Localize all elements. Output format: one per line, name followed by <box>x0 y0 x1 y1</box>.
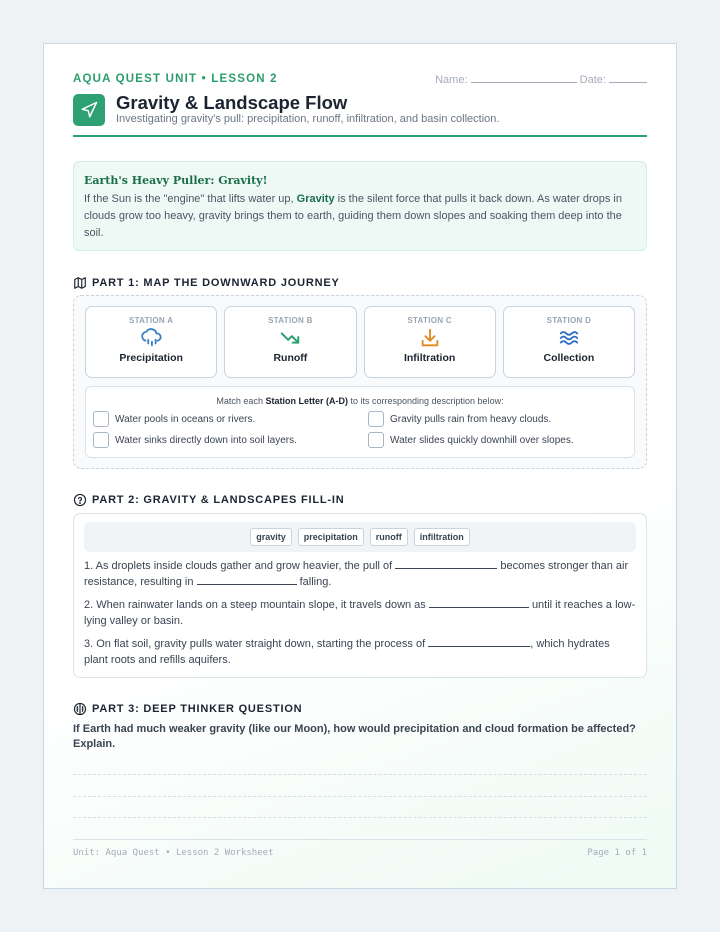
answer-box[interactable] <box>368 432 384 448</box>
match-item-text: Gravity pulls rain from heavy clouds. <box>390 413 552 425</box>
date-blank[interactable] <box>609 73 647 83</box>
station-d-card <box>503 306 635 378</box>
footer-divider <box>73 839 647 840</box>
navigation-arrow-icon <box>73 94 105 126</box>
match-item <box>368 411 551 427</box>
intro-text-after: is the silent force that pulls it back down. As water drops in clouds grow too heavy, gravity brings them to earth, guiding them down slopes and soaking them deep into the soil. <box>84 193 622 239</box>
trending-down-icon <box>225 327 355 349</box>
station-row <box>85 306 635 378</box>
header-divider <box>73 135 647 137</box>
page-subtitle: Investigating gravity's pull: precipitation, runoff, infiltration, and basin collection. <box>116 113 500 125</box>
download-icon <box>365 327 495 349</box>
matching-panel <box>85 386 635 458</box>
word-chip: infiltration <box>414 528 470 546</box>
question-1 <box>84 558 636 590</box>
fill-blank[interactable] <box>395 558 497 569</box>
question-2 <box>84 597 636 629</box>
matching-instruction <box>86 396 634 406</box>
q1-part-c: falling. <box>299 576 332 588</box>
match-item <box>368 432 574 448</box>
part3-heading <box>73 702 302 716</box>
cloud-rain-icon <box>86 327 216 349</box>
match-item-text: Water slides quickly downhill over slopes. <box>390 434 574 446</box>
match-item <box>93 432 297 448</box>
footer-page-number: Page 1 of 1 <box>587 848 647 858</box>
fill-blank[interactable] <box>429 597 529 608</box>
part1-heading <box>73 276 340 290</box>
station-b-card <box>224 306 356 378</box>
instruction-after: to its corresponding description below: <box>350 396 504 406</box>
station-a-name: Precipitation <box>119 352 183 364</box>
answer-box[interactable] <box>93 411 109 427</box>
part3-question: If Earth had much weaker gravity (like our Moon), how would precipitation and cloud formation be affected? Explain. <box>73 723 636 750</box>
word-bank <box>84 522 636 552</box>
writing-line[interactable] <box>73 774 647 775</box>
part1-heading-text: PART 1: MAP THE DOWNWARD JOURNEY <box>92 277 340 289</box>
intro-text <box>84 191 636 242</box>
fill-blank[interactable] <box>197 574 297 585</box>
station-c-card <box>364 306 496 378</box>
answer-box[interactable] <box>93 432 109 448</box>
worksheet-page <box>43 43 677 889</box>
word-chip: runoff <box>370 528 408 546</box>
part2-panel <box>73 513 647 678</box>
station-d-name: Collection <box>543 352 595 364</box>
station-a-card <box>85 306 217 378</box>
station-b-letter: STATION B <box>268 316 313 325</box>
unit-lesson-label: AQUA QUEST UNIT • LESSON 2 <box>73 73 278 85</box>
station-c-letter: STATION C <box>407 316 452 325</box>
q1-part-a: 1. As droplets inside clouds gather and grow heavier, the pull of <box>84 560 393 572</box>
q2-part-a: 2. When rainwater lands on a steep mountain slope, it travels down as <box>84 599 426 611</box>
name-date-fields <box>435 73 647 86</box>
part3-heading-text: PART 3: DEEP THINKER QUESTION <box>92 703 303 715</box>
map-icon <box>73 276 87 290</box>
q1-part-b: becomes stronger than air resistance, resulting in <box>84 560 629 588</box>
station-a-letter: STATION A <box>128 316 174 325</box>
waves-icon <box>504 327 634 349</box>
name-blank[interactable] <box>471 73 577 83</box>
part2-heading-text: PART 2: GRAVITY & LANDSCAPES FILL-IN <box>92 494 345 506</box>
match-item-text: Water pools in oceans or rivers. <box>115 413 256 425</box>
brain-icon <box>73 702 87 716</box>
date-label: Date: <box>579 74 606 86</box>
station-d-letter: STATION D <box>546 316 592 325</box>
instruction-before: Match each <box>216 396 263 406</box>
part1-panel <box>73 295 647 469</box>
word-chip: gravity <box>250 528 292 546</box>
q3-part-b: , which hydrates plant roots and refills aquifers. <box>84 638 610 666</box>
intro-keyword: Gravity <box>296 193 335 205</box>
part2-heading <box>73 493 344 507</box>
intro-title: Earth's Heavy Puller: Gravity! <box>84 174 268 187</box>
help-circle-icon <box>73 493 87 507</box>
station-c-name: Infiltration <box>403 352 456 364</box>
footer-left: Unit: Aqua Quest • Lesson 2 Worksheet <box>73 848 274 858</box>
instruction-bold: Station Letter (A-D) <box>265 396 348 406</box>
match-item-text: Water sinks directly down into soil layers. <box>115 434 297 446</box>
writing-line[interactable] <box>73 796 647 797</box>
word-chip: precipitation <box>298 528 364 546</box>
intro-text-before: If the Sun is the "engine" that lifts water up, <box>84 193 294 205</box>
answer-box[interactable] <box>368 411 384 427</box>
name-label: Name: <box>435 74 468 86</box>
question-3 <box>84 636 636 668</box>
writing-line[interactable] <box>73 817 647 818</box>
page-title: Gravity & Landscape Flow <box>116 92 348 113</box>
q3-part-a: 3. On flat soil, gravity pulls water straight down, starting the process of <box>84 638 426 650</box>
match-item <box>93 411 255 427</box>
fill-blank[interactable] <box>428 636 530 647</box>
q2-part-b: until it reaches a low-lying valley or basin. <box>84 599 636 627</box>
station-b-name: Runoff <box>273 352 308 364</box>
intro-callout <box>73 161 647 251</box>
